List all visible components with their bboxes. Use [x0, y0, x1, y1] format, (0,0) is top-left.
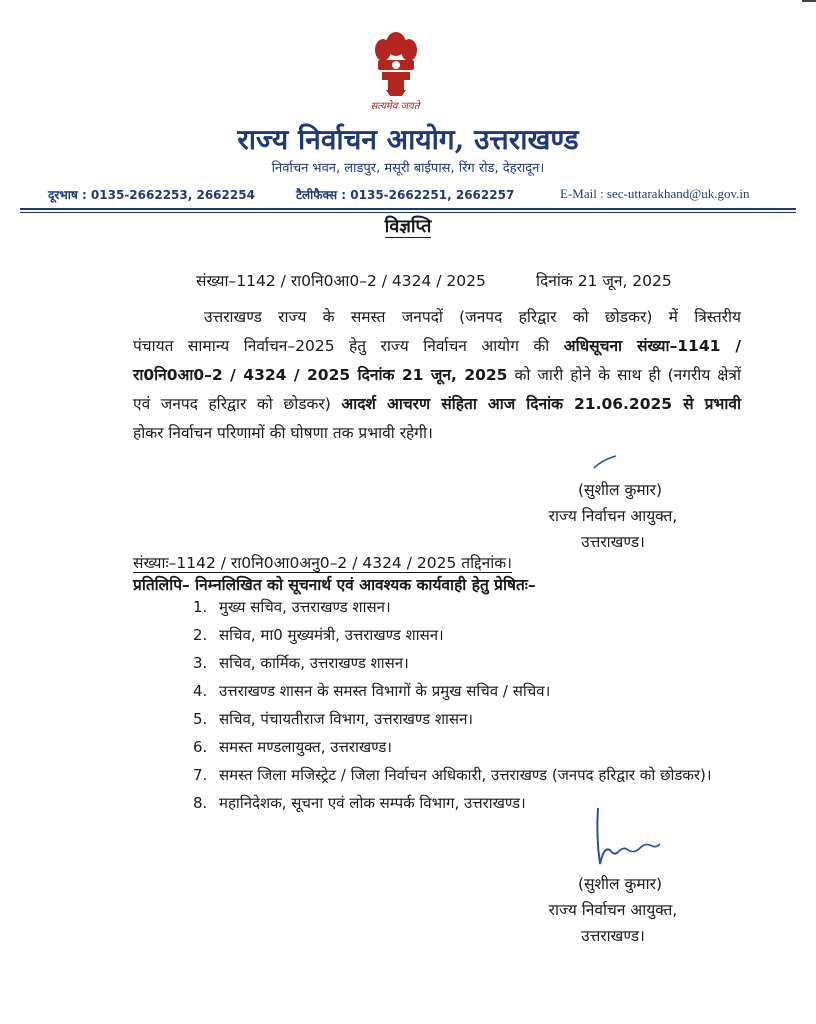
header-divider: [20, 208, 796, 210]
handwritten-signature: [588, 806, 668, 880]
body-line: एवं जनपद हरिद्वार को छोडकर) आदर्श आचरण संहिता आज दिनांक 21.06.2025 से प्रभावी: [133, 395, 741, 413]
email-address: E-Mail : sec-uttarakhand@uk.gov.in: [560, 186, 750, 201]
notice-date: दिनांक 21 जून, 2025: [536, 272, 672, 290]
organization-address: निर्वाचन भवन, लाडपुर, मसूरी बाईपास, रिंग रोड, देहरादून।: [271, 161, 545, 176]
body-line: उत्तराखण्ड राज्य के समस्त जनपदों (जनपद हरिद्वार को छोडकर) में त्रिस्तरीय: [204, 308, 741, 326]
list-item: 2. सचिव, मा0 मुख्यमंत्री, उत्तराखण्ड शासन।: [193, 626, 444, 644]
scan-edge-mark: [802, 0, 816, 2]
signatory-state: उत्तराखण्ड।: [581, 927, 645, 945]
list-item: 8. महानिदेशक, सूचना एवं लोक सम्पर्क विभाग, उत्तराखण्ड।: [193, 794, 526, 812]
list-item: 6. समस्त मण्डलायुक्त, उत्तराखण्ड।: [193, 738, 392, 756]
list-item: 5. सचिव, पंचायतीराज विभाग, उत्तराखण्ड शासन।: [193, 710, 474, 728]
phone-numbers: दूरभाष : 0135-2662253, 2662254: [48, 188, 255, 202]
recipient-list: [193, 596, 753, 820]
signatory-name: (सुशील कुमार): [577, 481, 663, 499]
signatory-state: उत्तराखण्ड।: [581, 533, 645, 551]
header-divider-thin: [20, 212, 796, 213]
notice-title: विज्ञप्ति: [384, 216, 432, 237]
list-item: 7. समस्त जिला मजिस्ट्रेट / जिला निर्वाचन अधिकारी, उत्तराखण्ड (जनपद हरिद्वार को छोडकर)।: [193, 766, 712, 784]
body-line: होकर निर्वाचन परिणामों की घोषणा तक प्रभावी रहेगी।: [133, 424, 433, 442]
signatory-designation: राज्य निर्वाचन आयुक्त,: [548, 901, 678, 919]
organization-name: राज्य निर्वाचन आयोग, उत्तराखण्ड: [237, 123, 579, 156]
signature-mark: [590, 452, 630, 476]
body-line: पंचायत सामान्य निर्वाचन–2025 हेतु राज्य निर्वाचन आयोग की अधिसूचना संख्या–1141 /: [133, 337, 741, 355]
body-line: रा0नि0आ0–2 / 4324 / 2025 दिनांक 21 जून, 2025 को जारी होने के साथ ही (नगरीय क्षेत्रों: [133, 366, 741, 384]
signatory-designation: राज्य निर्वाचन आयुक्त,: [548, 507, 678, 525]
list-item: 3. सचिव, कार्मिक, उत्तराखण्ड शासन।: [193, 654, 409, 672]
list-item: 1. मुख्य सचिव, उत्तराखण्ड शासन।: [193, 598, 391, 616]
emblem-motto: सत्यमेव जयते: [370, 101, 420, 112]
copy-reference-number: संख्याः–1142 / रा0नि0आ0अनु0–2 / 4324 / 2025 तद्दिनांक।: [133, 554, 512, 572]
notice-body: [133, 303, 741, 448]
reference-number: संख्या–1142 / रा0नि0आ0–2 / 4324 / 2025: [196, 272, 486, 290]
fax-numbers: टैलीफैक्स : 0135-2662251, 2662257: [296, 188, 515, 202]
list-item: 4. उत्तराखण्ड शासन के समस्त विभागों के प्रमुख सचिव / सचिव।: [193, 682, 551, 700]
signatory-name: (सुशील कुमार): [577, 875, 663, 893]
copy-heading: प्रतिलिपि– निम्नलिखित को सूचनार्थ एवं आवश्यक कार्यवाही हेतु प्रेषितः–: [133, 576, 536, 594]
